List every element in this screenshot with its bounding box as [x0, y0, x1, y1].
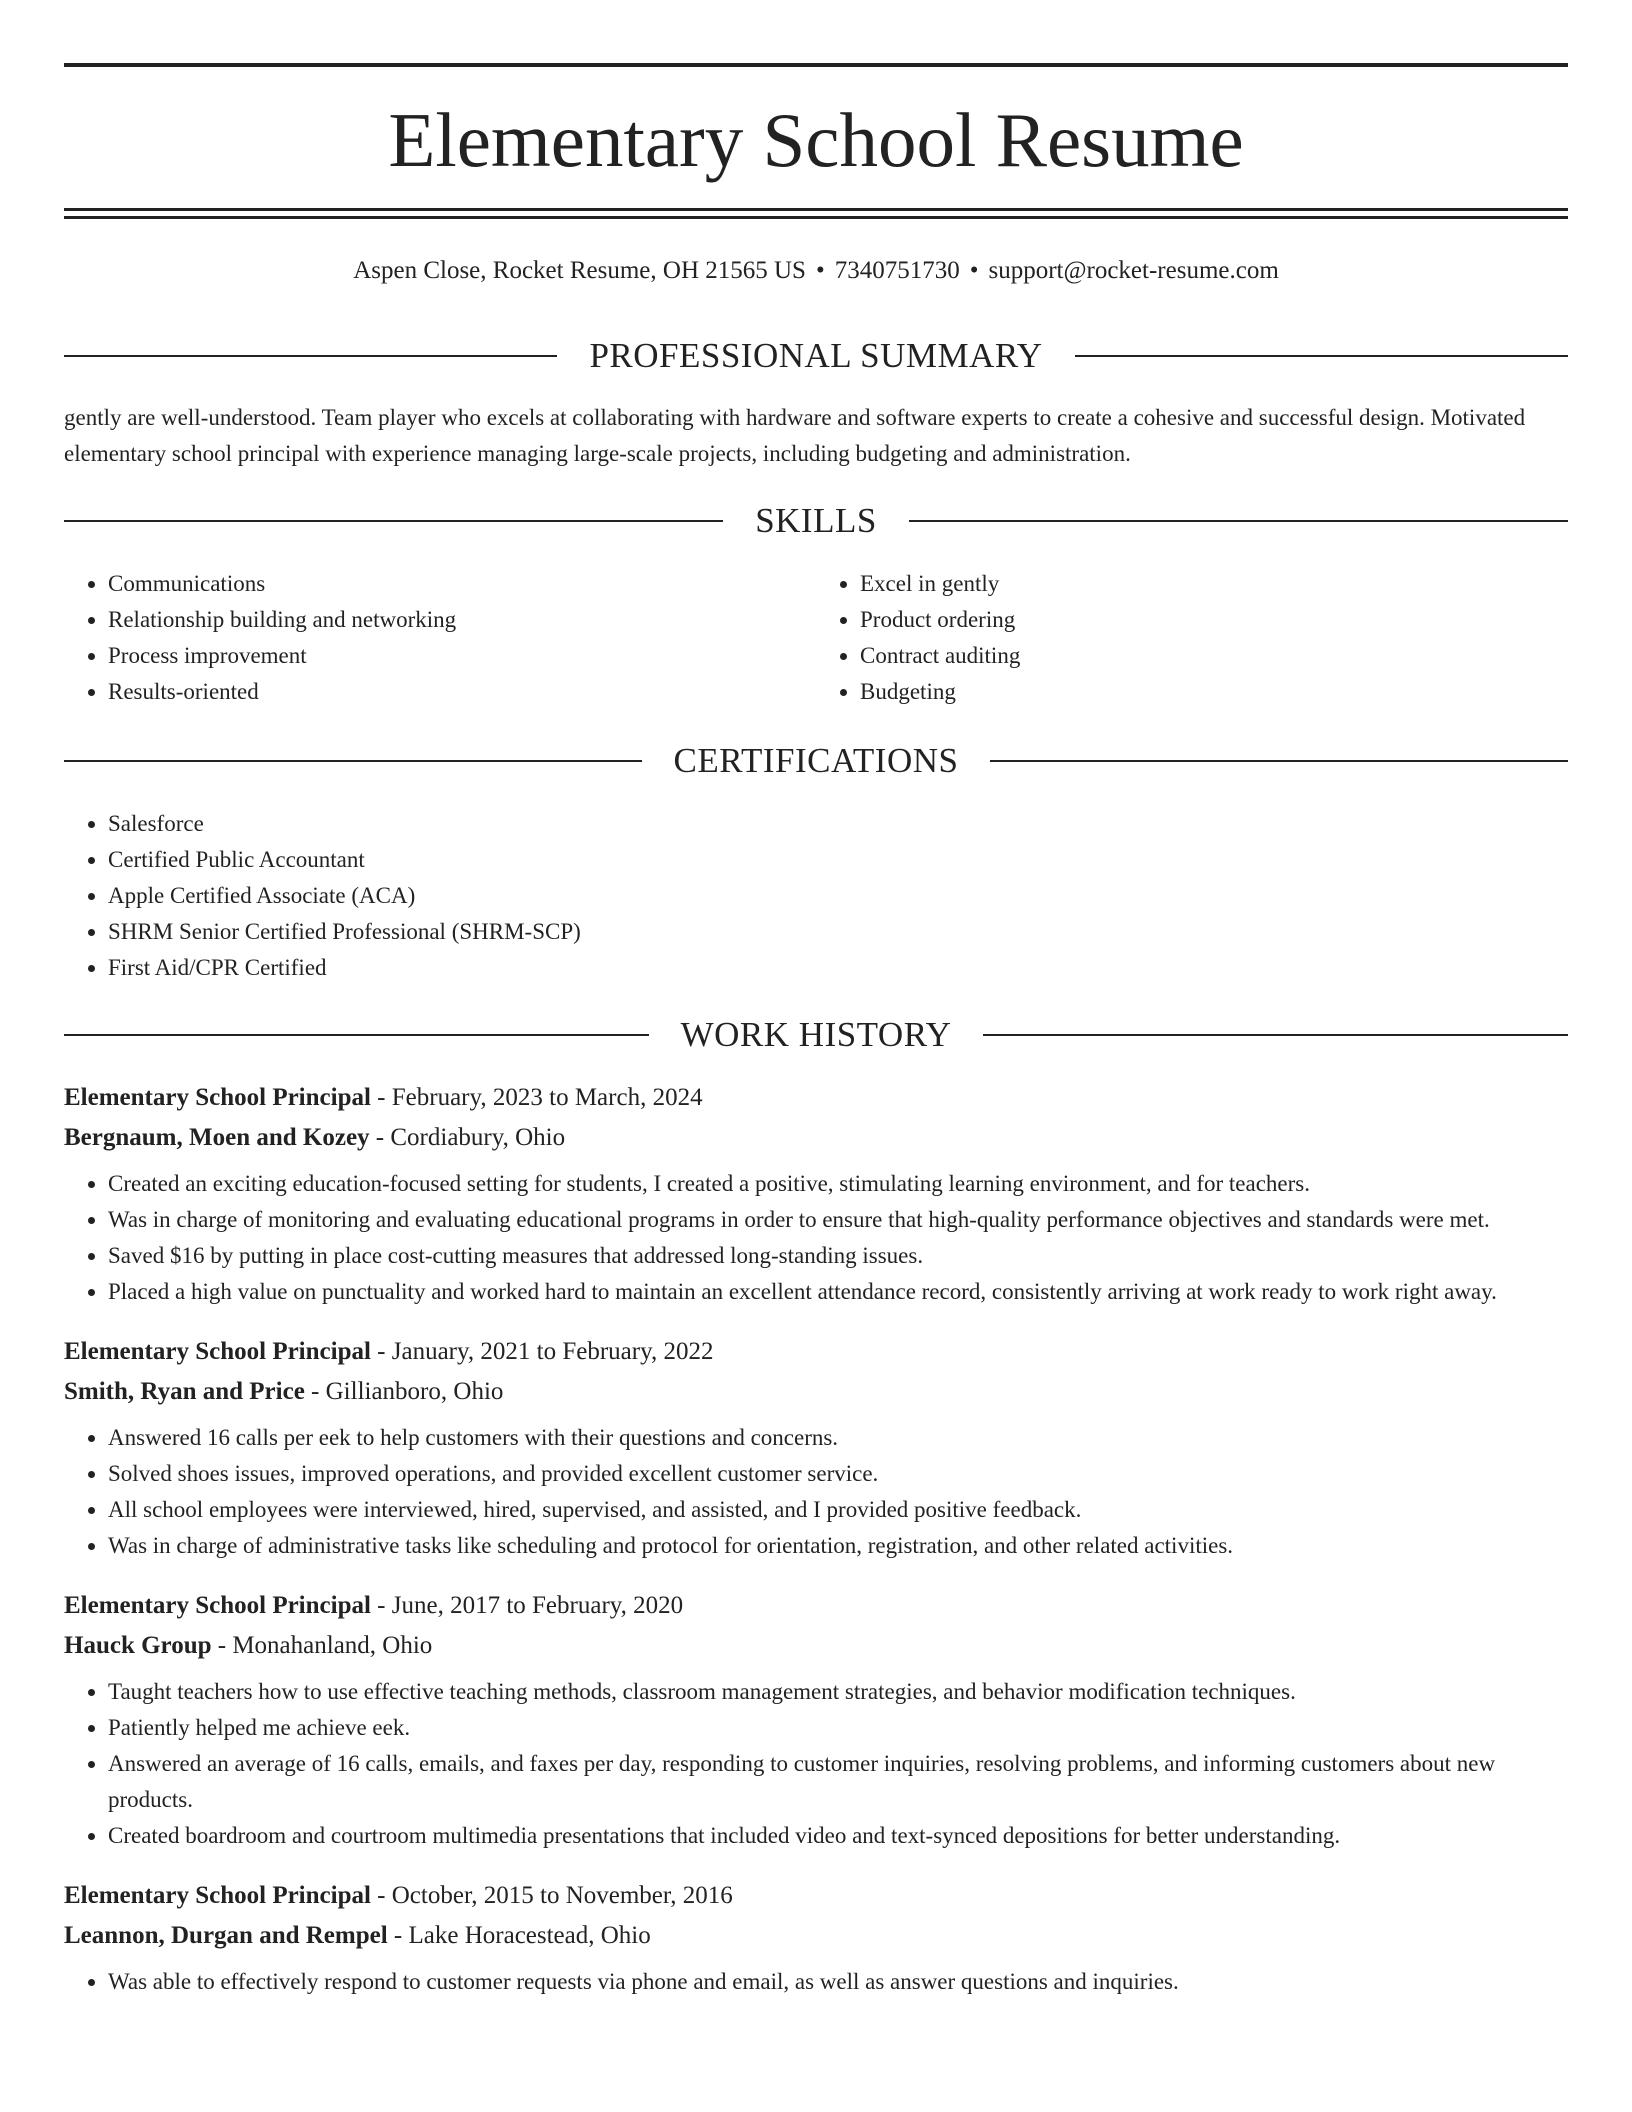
job-location: Monahanland, Ohio	[232, 1632, 433, 1659]
certification-item: • Apple Certified Associate (ACA)	[108, 878, 1568, 914]
skills-heading: SKILLS	[755, 501, 877, 540]
contact-phone: 7340751730	[834, 257, 960, 284]
job-bullet: • Placed a high value on punctuality and worked hard to maintain an excellent attendance record, consistently arriving at work ready to work right away.	[108, 1274, 1568, 1310]
job-bullet: • Was able to effectively respond to customer requests via phone and email, as well as answer questions and inquiries.	[108, 1964, 1568, 2000]
skills-column-left	[64, 566, 816, 710]
job-bullet: • Patiently helped me achieve eek.	[108, 1710, 1568, 1746]
contact-line	[64, 254, 1568, 288]
job-bullet: • Was in charge of administrative tasks like scheduling and protocol for orientation, registration, and other related activities.	[108, 1528, 1568, 1564]
job-bullets	[64, 1674, 1568, 1854]
work-history	[64, 1078, 1568, 2022]
work-heading: WORK HISTORY	[680, 1015, 952, 1054]
heading-rule-right	[990, 760, 1568, 762]
job-bullets	[64, 1420, 1568, 1564]
job-bullet: • Saved $16 by putting in place cost-cutting measures that addressed long-standing issues.	[108, 1238, 1568, 1274]
skill-item: • Budgeting	[860, 674, 1568, 710]
job-bullets	[64, 1166, 1568, 1310]
heading-rule-left	[64, 520, 723, 522]
job-dates: October, 2015 to November, 2016	[391, 1882, 733, 1909]
heading-rule-right	[1075, 355, 1568, 357]
summary-text: gently are well-understood. Team player who excels at collaborating with hardware and software experts to create a cohesive and successful design. Motivated elementary school principal with experience managing large-scale projects, including budgeting and administration.	[64, 405, 1526, 466]
job-location: Gillianboro, Ohio	[325, 1378, 504, 1405]
job-dates: January, 2021 to February, 2022	[391, 1338, 714, 1365]
certifications-heading: CERTIFICATIONS	[673, 741, 959, 780]
skill-item: • Relationship building and networking	[108, 602, 816, 638]
job-title: Elementary School Principal	[64, 1338, 371, 1365]
job-title: Elementary School Principal	[64, 1882, 371, 1909]
job-bullet: • Answered an average of 16 calls, emails, and faxes per day, responding to customer inquiries, resolving problems, and informing customers about new products.	[108, 1746, 1568, 1818]
header-top-rule	[64, 63, 1568, 67]
job-entry: Elementary School Principal - January, 2021 to February, 2022 Smith, Ryan and Price - Gillianboro, Ohio • Answered 16 calls per eek to help customers with their questions and concerns. • Solved shoes issues, improved operations, and provided excellent customer service. • All school employees were interviewed, hired, supervised, and assisted, and I provided positive feedback. • Was in charge of administrative tasks like scheduling and protocol for orientation, registration, and other related activities.	[64, 1332, 1568, 1564]
job-company: Bergnaum, Moen and Kozey	[64, 1124, 370, 1151]
job-company: Smith, Ryan and Price	[64, 1378, 305, 1405]
job-company: Leannon, Durgan and Rempel	[64, 1922, 388, 1949]
contact-address: Aspen Close, Rocket Resume, OH 21565 US	[353, 257, 806, 284]
job-bullet: • Taught teachers how to use effective teaching methods, classroom management strategies, and behavior modification techniques.	[108, 1674, 1568, 1710]
job-entry: Elementary School Principal - June, 2017 to February, 2020 Hauck Group - Monahanland, Ohio • Taught teachers how to use effective teaching methods, classroom management strategies, and behavior modification techniques. • Patiently helped me achieve eek. • Answered an average of 16 calls, emails, and faxes per day, responding to customer inquiries, resolving problems, and informing customers about new products. • Created boardroom and courtroom multimedia presentations that included video and text-synced depositions for better understanding.	[64, 1586, 1568, 1854]
header-bottom-rule	[64, 208, 1568, 211]
heading-rule-left	[64, 355, 557, 357]
job-dates: June, 2017 to February, 2020	[391, 1592, 684, 1619]
certifications-list	[64, 806, 1568, 986]
certification-item: • SHRM Senior Certified Professional (SHRM-SCP)	[108, 914, 1568, 950]
contact-separator: •	[969, 257, 979, 284]
heading-rule-right	[909, 520, 1568, 522]
job-entry: Elementary School Principal - February, 2023 to March, 2024 Bergnaum, Moen and Kozey - Cordiabury, Ohio • Created an exciting education-focused setting for students, I created a positive, stimulating learning environment, and for teachers. • Was in charge of monitoring and evaluating educational programs in order to ensure that high-quality performance objectives and standards were met. • Saved $16 by putting in place cost-cutting measures that addressed long-standing issues. • Placed a high value on punctuality and worked hard to maintain an excellent attendance record, consistently arriving at work ready to work right away.	[64, 1078, 1568, 1310]
certification-item: • Certified Public Accountant	[108, 842, 1568, 878]
job-bullets	[64, 1964, 1568, 2000]
job-location: Cordiabury, Ohio	[390, 1124, 566, 1151]
heading-rule-left	[64, 760, 642, 762]
resume-title: Elementary School Resume	[388, 97, 1244, 183]
job-bullet: • Created boardroom and courtroom multimedia presentations that included video and text-synced depositions for better understanding.	[108, 1818, 1568, 1854]
certifications-heading-row	[64, 739, 1568, 783]
job-bullet: • Solved shoes issues, improved operations, and provided excellent customer service.	[108, 1456, 1568, 1492]
job-title: Elementary School Principal	[64, 1592, 371, 1619]
summary-heading: PROFESSIONAL SUMMARY	[589, 336, 1043, 375]
job-bullet: • Was in charge of monitoring and evaluating educational programs in order to ensure that high-quality performance objectives and standards were met.	[108, 1202, 1568, 1238]
job-title: Elementary School Principal	[64, 1084, 371, 1111]
skill-item: • Communications	[108, 566, 816, 602]
skill-item: • Contract auditing	[860, 638, 1568, 674]
heading-rule-right	[983, 1034, 1568, 1036]
summary-heading-row	[64, 334, 1568, 378]
job-entry: Elementary School Principal - October, 2015 to November, 2016 Leannon, Durgan and Rempel - Lake Horacestead, Ohio • Was able to effectively respond to customer requests via phone and email, as well as answer questions and inquiries.	[64, 1876, 1568, 2000]
job-bullet: • Created an exciting education-focused setting for students, I created a positive, stimulating learning environment, and for teachers.	[108, 1166, 1568, 1202]
job-bullet: • All school employees were interviewed, hired, supervised, and assisted, and I provided positive feedback.	[108, 1492, 1568, 1528]
job-dates: February, 2023 to March, 2024	[391, 1084, 703, 1111]
skill-item: • Results-oriented	[108, 674, 816, 710]
skills-column-right	[816, 566, 1568, 710]
skills-list	[64, 566, 1568, 710]
skill-item: • Product ordering	[860, 602, 1568, 638]
contact-separator: •	[815, 257, 825, 284]
certification-item: • Salesforce	[108, 806, 1568, 842]
work-heading-row	[64, 1013, 1568, 1057]
header-bottom-rule-second	[64, 216, 1568, 219]
job-bullet: • Answered 16 calls per eek to help customers with their questions and concerns.	[108, 1420, 1568, 1456]
skills-heading-row	[64, 499, 1568, 543]
contact-email: support@rocket-resume.com	[988, 257, 1279, 284]
skill-item: • Process improvement	[108, 638, 816, 674]
certification-item: • First Aid/CPR Certified	[108, 950, 1568, 986]
skill-item: • Excel in gently	[860, 566, 1568, 602]
job-company: Hauck Group	[64, 1632, 212, 1659]
heading-rule-left	[64, 1034, 649, 1036]
job-location: Lake Horacestead, Ohio	[408, 1922, 651, 1949]
